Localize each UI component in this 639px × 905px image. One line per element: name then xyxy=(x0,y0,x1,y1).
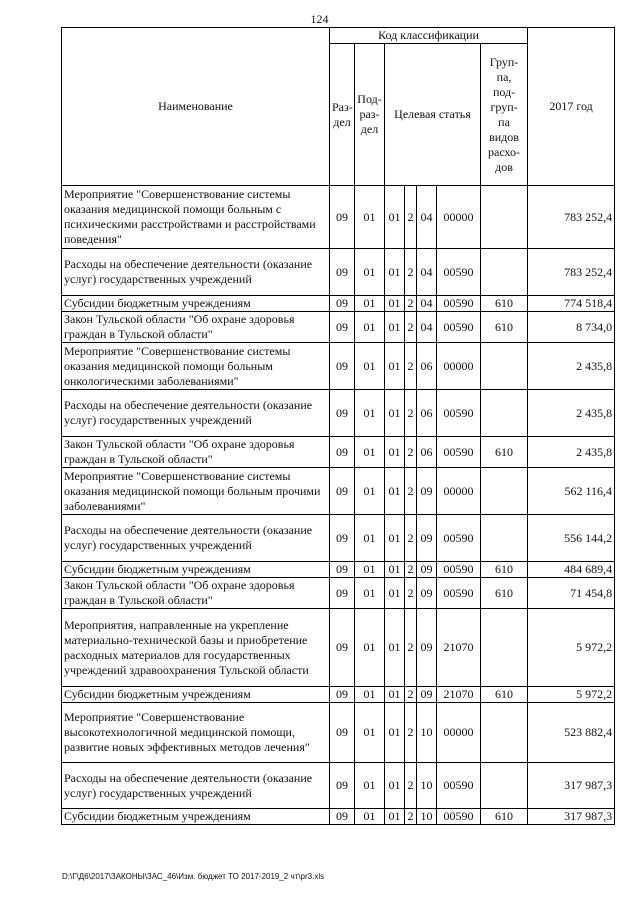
table-row xyxy=(62,763,615,809)
row-target-4: 00590 xyxy=(437,296,481,312)
table-row xyxy=(62,437,615,468)
row-razdel: 09 xyxy=(330,343,355,390)
row-group xyxy=(481,343,528,390)
row-amount: 5 972,2 xyxy=(528,687,615,703)
row-podrazdel: 01 xyxy=(355,437,385,468)
row-target-4: 00590 xyxy=(437,763,481,809)
row-amount: 562 116,4 xyxy=(528,468,615,515)
header-podrazdel: Под- раз- дел xyxy=(355,44,385,186)
row-target-2: 2 xyxy=(405,437,417,468)
row-razdel: 09 xyxy=(330,468,355,515)
row-target-2: 2 xyxy=(405,343,417,390)
row-target-4: 00590 xyxy=(437,578,481,609)
row-podrazdel: 01 xyxy=(355,186,385,249)
row-target-1: 01 xyxy=(385,312,405,343)
row-amount: 2 435,8 xyxy=(528,343,615,390)
row-name: Расходы на обеспечение деятельности (оказание услуг) государственных учреждений xyxy=(62,249,330,296)
row-podrazdel: 01 xyxy=(355,609,385,687)
header-row-top xyxy=(62,28,615,44)
table-row xyxy=(62,515,615,562)
row-target-4: 00000 xyxy=(437,343,481,390)
row-target-2: 2 xyxy=(405,249,417,296)
file-path-footer: D:\Г\Д6\2017\ЗАКОНЫ\ЗАС_46\Изм. бюджет ТО 2017-2019_2 чт\pr3.xls xyxy=(62,872,325,881)
row-target-4: 21070 xyxy=(437,609,481,687)
row-target-3: 09 xyxy=(417,468,437,515)
row-target-2: 2 xyxy=(405,468,417,515)
row-target-3: 04 xyxy=(417,186,437,249)
row-name: Расходы на обеспечение деятельности (оказание услуг) государственных учреждений xyxy=(62,763,330,809)
table-row xyxy=(62,687,615,703)
row-group xyxy=(481,249,528,296)
row-target-2: 2 xyxy=(405,703,417,763)
row-target-1: 01 xyxy=(385,609,405,687)
row-target-4: 00590 xyxy=(437,562,481,578)
row-group: 610 xyxy=(481,562,528,578)
row-target-2: 2 xyxy=(405,609,417,687)
row-target-3: 09 xyxy=(417,562,437,578)
row-name: Закон Тульской области "Об охране здоровья граждан в Тульской области" xyxy=(62,578,330,609)
row-target-1: 01 xyxy=(385,249,405,296)
row-target-3: 10 xyxy=(417,703,437,763)
row-group: 610 xyxy=(481,296,528,312)
row-name: Расходы на обеспечение деятельности (оказание услуг) государственных учреждений xyxy=(62,515,330,562)
row-razdel: 09 xyxy=(330,562,355,578)
row-razdel: 09 xyxy=(330,609,355,687)
row-group xyxy=(481,468,528,515)
row-amount: 484 689,4 xyxy=(528,562,615,578)
row-target-3: 04 xyxy=(417,296,437,312)
row-target-1: 01 xyxy=(385,437,405,468)
row-podrazdel: 01 xyxy=(355,809,385,825)
row-target-3: 06 xyxy=(417,343,437,390)
row-target-3: 09 xyxy=(417,687,437,703)
row-target-1: 01 xyxy=(385,703,405,763)
row-name: Мероприятие "Совершенствование системы оказания медицинской помощи больным с психическими расстройствами и расстройствами поведения" xyxy=(62,186,330,249)
row-razdel: 09 xyxy=(330,687,355,703)
row-target-3: 10 xyxy=(417,809,437,825)
row-group xyxy=(481,390,528,437)
table-row xyxy=(62,809,615,825)
row-target-4: 00590 xyxy=(437,312,481,343)
page-number: 124 xyxy=(310,12,329,26)
table-row xyxy=(62,468,615,515)
table-row xyxy=(62,296,615,312)
row-podrazdel: 01 xyxy=(355,515,385,562)
row-amount: 317 987,3 xyxy=(528,809,615,825)
row-podrazdel: 01 xyxy=(355,390,385,437)
header-year: 2017 год xyxy=(528,28,615,186)
row-name: Субсидии бюджетным учреждениям xyxy=(62,296,330,312)
row-name: Субсидии бюджетным учреждениям xyxy=(62,809,330,825)
row-group: 610 xyxy=(481,437,528,468)
row-target-2: 2 xyxy=(405,763,417,809)
row-target-4: 21070 xyxy=(437,687,481,703)
row-target-4: 00590 xyxy=(437,809,481,825)
row-amount: 2 435,8 xyxy=(528,390,615,437)
row-name: Субсидии бюджетным учреждениям xyxy=(62,562,330,578)
row-amount: 2 435,8 xyxy=(528,437,615,468)
row-target-1: 01 xyxy=(385,296,405,312)
row-podrazdel: 01 xyxy=(355,763,385,809)
row-group: 610 xyxy=(481,809,528,825)
row-razdel: 09 xyxy=(330,437,355,468)
row-group xyxy=(481,609,528,687)
header-razdel: Раз- дел xyxy=(330,44,355,186)
row-target-4: 00590 xyxy=(437,515,481,562)
row-amount: 783 252,4 xyxy=(528,186,615,249)
row-target-3: 09 xyxy=(417,578,437,609)
row-razdel: 09 xyxy=(330,809,355,825)
row-podrazdel: 01 xyxy=(355,468,385,515)
header-code-classification: Код классификации xyxy=(330,28,528,44)
row-name: Мероприятие "Совершенствование системы оказания медицинской помощи больным онкологическими заболеваниями" xyxy=(62,343,330,390)
row-target-2: 2 xyxy=(405,186,417,249)
table-row xyxy=(62,312,615,343)
row-group xyxy=(481,703,528,763)
row-razdel: 09 xyxy=(330,312,355,343)
row-amount: 8 734,0 xyxy=(528,312,615,343)
row-target-2: 2 xyxy=(405,390,417,437)
row-target-3: 09 xyxy=(417,609,437,687)
row-razdel: 09 xyxy=(330,390,355,437)
header-name: Наименование xyxy=(62,28,330,186)
row-amount: 556 144,2 xyxy=(528,515,615,562)
row-target-3: 09 xyxy=(417,515,437,562)
row-name: Мероприятие "Совершенствование системы оказания медицинской помощи больным прочими заболеваниями" xyxy=(62,468,330,515)
row-target-1: 01 xyxy=(385,562,405,578)
row-target-2: 2 xyxy=(405,296,417,312)
row-target-1: 01 xyxy=(385,390,405,437)
row-group xyxy=(481,515,528,562)
row-razdel: 09 xyxy=(330,703,355,763)
row-podrazdel: 01 xyxy=(355,296,385,312)
row-target-3: 06 xyxy=(417,437,437,468)
header-group: Груп- па, под- груп- па видов расхо- дов xyxy=(481,44,528,186)
row-razdel: 09 xyxy=(330,515,355,562)
row-target-3: 06 xyxy=(417,390,437,437)
table-row xyxy=(62,562,615,578)
table-row xyxy=(62,390,615,437)
row-target-1: 01 xyxy=(385,809,405,825)
row-podrazdel: 01 xyxy=(355,562,385,578)
row-name: Мероприятие "Совершенствование высокотехнологичной медицинской помощи, развитие новых эффективных методов лечения" xyxy=(62,703,330,763)
row-group xyxy=(481,763,528,809)
table-row xyxy=(62,703,615,763)
row-amount: 5 972,2 xyxy=(528,609,615,687)
header-target-article: Целевая статья xyxy=(385,44,481,186)
row-target-2: 2 xyxy=(405,578,417,609)
row-name: Закон Тульской области "Об охране здоровья граждан в Тульской области" xyxy=(62,312,330,343)
row-amount: 774 518,4 xyxy=(528,296,615,312)
row-podrazdel: 01 xyxy=(355,312,385,343)
row-target-1: 01 xyxy=(385,578,405,609)
row-podrazdel: 01 xyxy=(355,703,385,763)
row-target-2: 2 xyxy=(405,515,417,562)
table-row xyxy=(62,609,615,687)
table-row xyxy=(62,249,615,296)
row-target-4: 00000 xyxy=(437,703,481,763)
row-target-4: 00590 xyxy=(437,390,481,437)
row-target-1: 01 xyxy=(385,687,405,703)
row-target-2: 2 xyxy=(405,562,417,578)
row-target-1: 01 xyxy=(385,763,405,809)
table-row xyxy=(62,343,615,390)
row-target-3: 10 xyxy=(417,763,437,809)
row-razdel: 09 xyxy=(330,578,355,609)
row-amount: 523 882,4 xyxy=(528,703,615,763)
row-razdel: 09 xyxy=(330,186,355,249)
row-group xyxy=(481,186,528,249)
row-podrazdel: 01 xyxy=(355,249,385,296)
row-target-2: 2 xyxy=(405,687,417,703)
table-row xyxy=(62,186,615,249)
row-group: 610 xyxy=(481,687,528,703)
row-target-4: 00000 xyxy=(437,468,481,515)
table-row xyxy=(62,578,615,609)
row-podrazdel: 01 xyxy=(355,578,385,609)
row-amount: 783 252,4 xyxy=(528,249,615,296)
row-podrazdel: 01 xyxy=(355,687,385,703)
budget-table xyxy=(61,27,615,825)
row-name: Расходы на обеспечение деятельности (оказание услуг) государственных учреждений xyxy=(62,390,330,437)
row-podrazdel: 01 xyxy=(355,343,385,390)
row-group: 610 xyxy=(481,312,528,343)
row-target-4: 00590 xyxy=(437,437,481,468)
row-name: Субсидии бюджетным учреждениям xyxy=(62,687,330,703)
row-razdel: 09 xyxy=(330,249,355,296)
row-target-4: 00590 xyxy=(437,249,481,296)
row-target-2: 2 xyxy=(405,809,417,825)
row-name: Закон Тульской области "Об охране здоровья граждан в Тульской области" xyxy=(62,437,330,468)
row-target-3: 04 xyxy=(417,312,437,343)
row-target-1: 01 xyxy=(385,515,405,562)
row-group: 610 xyxy=(481,578,528,609)
row-target-1: 01 xyxy=(385,343,405,390)
row-target-4: 00000 xyxy=(437,186,481,249)
row-target-1: 01 xyxy=(385,186,405,249)
row-target-3: 04 xyxy=(417,249,437,296)
row-target-1: 01 xyxy=(385,468,405,515)
row-amount: 317 987,3 xyxy=(528,763,615,809)
row-razdel: 09 xyxy=(330,763,355,809)
row-amount: 71 454,8 xyxy=(528,578,615,609)
row-razdel: 09 xyxy=(330,296,355,312)
row-name: Мероприятия, направленные на укрепление материально-технической базы и приобретение расходных материалов для государственных учреждений здравоохранения Тульской области xyxy=(62,609,330,687)
row-target-2: 2 xyxy=(405,312,417,343)
